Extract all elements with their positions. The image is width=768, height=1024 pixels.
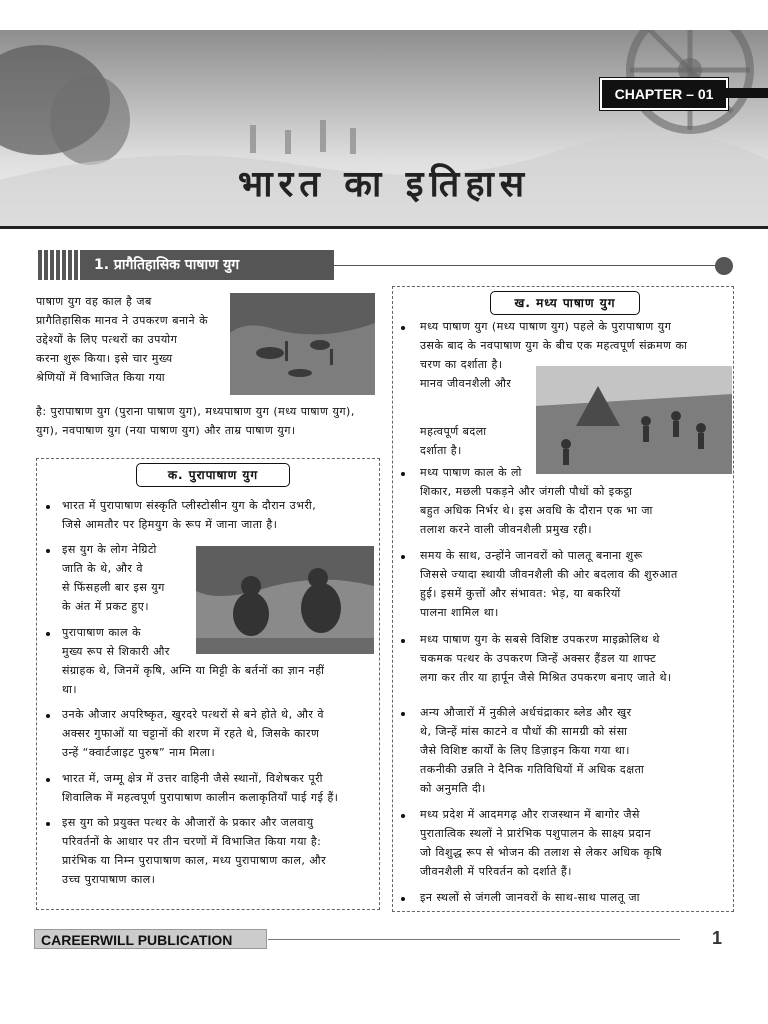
paleo-p2-l3: से फिंसहली बार इस युग [62, 581, 165, 594]
meso-p7-l4: जीवनशैली में परिवर्तन को दर्शाते हैं। [420, 865, 572, 878]
meso-p5-l1: मध्य पाषाण युग के सबसे विशिष्ट उपकरण माइक्रोलिथ थे [420, 633, 660, 646]
banner-divider [0, 226, 768, 229]
bullet [401, 897, 405, 901]
intro-line-5: श्रेणियों में विभाजित किया गया [36, 371, 166, 384]
meso-p6-l1: अन्य औजारों में नुकीले अर्धचंद्राकार ब्लेड और खुर [420, 706, 632, 719]
meso-p3-l1: मध्य पाषाण काल के लो [420, 466, 522, 479]
chapter-bar [724, 88, 768, 98]
bullet [401, 555, 405, 559]
bullet [46, 714, 50, 718]
paleo-p2-l2: जाति के थे, और वे [62, 562, 143, 575]
meso-p3-l3: बहुत अधिक निर्भर थे। इस अवधि के दौरान एक भा जा [420, 504, 653, 517]
meso-p1-l2: उसके बाद के नवपाषाण युग के बीच एक महत्वपूर्ण संक्रमण का [420, 339, 688, 352]
paleo-p3-l3: संग्राहक थे, जिनमें कृषि, अग्नि या मिट्टी के बर्तनों का ज्ञान नहीं [62, 664, 325, 677]
cave-painting-image [230, 293, 375, 395]
meso-p2-l2: दर्शाता है। [420, 444, 462, 457]
bullet [401, 712, 405, 716]
bullet [46, 505, 50, 509]
bullet [46, 632, 50, 636]
paleo-p5-l1: भारत में, जम्मू क्षेत्र में उत्तर वाहिनी जैसे स्थानों, विशेषकर पूरी [62, 772, 324, 785]
intro-footer-line-1: है: पुरापाषाण युग (पुराना पाषाण युग), मध्यपाषाण युग (मध्य पाषाण युग), [36, 405, 355, 418]
meso-p4-l4: पालना शामिल था। [420, 606, 499, 619]
paleo-p3-l4: था। [62, 683, 78, 696]
footer-rule [268, 939, 680, 940]
paleo-p6-l2: परिवर्तनों के आधार पर तीन चरणों में विभाजित किया गया है: [62, 835, 322, 848]
section-rule [334, 265, 720, 266]
paleolithic-heading: क. पुरापाषाण युग [136, 463, 290, 487]
meso-p7-l3: जो विशुद्ध रूप से भोजन की तलाश से लेकर अधिक कृषि [420, 846, 663, 859]
meso-p6-l4: तकनीकी उन्नति ने दैनिक गतिविधियों में अधिक दक्षता [420, 763, 645, 776]
intro-line-4: करना शुरू किया। इसे चार मुख्य [36, 352, 173, 365]
meso-p7-l1: मध्य प्रदेश में आदमगढ़ और राजस्थान में बागोर जैसे [420, 808, 640, 821]
section-header [36, 250, 334, 280]
meso-p7-l2: पुरातात्विक स्थलों ने प्रारंभिक पशुपालन के साक्ष्य प्रदान [420, 827, 652, 840]
meso-p1-l3: चरण का दर्शाता है। [420, 358, 503, 371]
paleo-p2-l4: के अंत में प्रकट हुए। [62, 600, 150, 613]
meso-p6-l3: जैसे विशिष्ट कार्यों के लिए डिज़ाइन किया गया था। [420, 744, 630, 757]
meso-p1-l1: मध्य पाषाण युग (मध्य पाषाण युग) पहले के पुरापाषाण युग [420, 320, 672, 333]
meso-p6-l2: थे, जिन्हें मांस काटने व पौधों की सामग्री को संसा [420, 725, 628, 738]
meso-p3-l4: तलाश करने वाली जीवनशैली प्रमुख रही। [420, 523, 593, 536]
page-title: भारत का इतिहास [237, 164, 531, 205]
mesolithic-camp-image [536, 366, 732, 474]
meso-p4-l2: जिससे ज्यादा स्थायी जीवनशैली की ओर बदलाव की शुरुआत [420, 568, 678, 581]
bullet [46, 822, 50, 826]
section-dot [715, 257, 733, 275]
paleo-p3-l1: पुरापाषाण काल के [62, 626, 142, 639]
meso-p3-l2: शिकार, मछली पकड़ने और जंगली पौधों को इकट्ठा [420, 485, 633, 498]
meso-p5-l3: लगा कर तीर या हार्पून जैसे मिश्रित उपकरण बनाए जाते थे। [420, 671, 672, 684]
meso-p2-l1: महत्वपूर्ण बदला [420, 425, 487, 438]
chapter-label: CHAPTER – 01 [600, 78, 728, 110]
paleo-p6-l4: उच्च पुरापाषाण काल। [62, 873, 156, 886]
publisher-label: CAREERWILL PUBLICATION [34, 929, 267, 949]
section-stripes [36, 250, 82, 280]
paleo-p6-l1: इस युग को प्रयुक्त पत्थर के औजारों के प्रकार और जलवायु [62, 816, 314, 829]
paleo-p1-l1: भारत में पुरापाषाण संस्कृति प्लीस्टोसीन युग के दौरान उभरी, [62, 499, 317, 512]
intro-line-2: प्रागैतिहासिक मानव ने उपकरण बनाने के [36, 314, 209, 327]
meso-p1-l4: मानव जीवनशैली और [420, 377, 512, 390]
paleo-p4-l3: उन्हें “क्वार्टजाइट पुरुष” नाम मिला। [62, 746, 216, 759]
meso-p4-l3: हुई। इसमें कुत्तों और संभावत: भेड़, या बकरियों [420, 587, 621, 600]
early-humans-image [196, 546, 374, 654]
paleo-p2-l1: इस युग के लोग नेग्रिटो [62, 543, 157, 556]
bullet [46, 549, 50, 553]
paleo-p4-l2: अक्सर गुफाओं या चट्टानों की शरण में रहते थे, जिसके कारण [62, 727, 320, 740]
meso-p8-l1: इन स्थलों से जंगली जानवरों के साथ-साथ पालतू जा [420, 891, 640, 904]
intro-line-1: पाषाण युग वह काल है जब [36, 295, 152, 308]
paleo-p4-l1: उनके औजार अपरिष्कृत, खुरदरे पत्थरों से बने होते थे, और वे [62, 708, 324, 721]
bullet [401, 326, 405, 330]
bullet [401, 472, 405, 476]
bullet [46, 778, 50, 782]
section-title: 1. प्रागैतिहासिक पाषाण युग [94, 257, 240, 273]
paleo-p6-l3: प्रारंभिक या निम्न पुरापाषाण काल, मध्य पुरापाषाण काल, और [62, 854, 327, 867]
paleo-p1-l2: जिसे आमतौर पर हिमयुग के रूप में जाना जाता है। [62, 518, 278, 531]
bullet [401, 639, 405, 643]
intro-footer-line-2: युग), नवपाषाण युग (नया पाषाण युग) और ताम्र पाषाण युग। [36, 424, 296, 437]
meso-p5-l2: चकमक पत्थर के उपकरण जिन्हें अक्सर हैंडल या शाफ्ट [420, 652, 657, 665]
paleo-p5-l2: शिवालिक में महत्वपूर्ण पुरापाषाण कालीन कलाकृतियाँ पाई गई हैं। [62, 791, 339, 804]
meso-p6-l5: को अनुमति दी। [420, 782, 486, 795]
bullet [401, 814, 405, 818]
page-number: 1 [712, 928, 723, 948]
mesolithic-heading: ख. मध्य पाषाण युग [490, 291, 640, 315]
paleo-p3-l2: मुख्य रूप से शिकारी और [62, 645, 170, 658]
intro-line-3: उद्देश्यों के लिए पत्थरों का उपयोग [36, 333, 178, 346]
meso-p4-l1: समय के साथ, उन्होंने जानवरों को पालतू बनाना शुरू [420, 549, 643, 562]
